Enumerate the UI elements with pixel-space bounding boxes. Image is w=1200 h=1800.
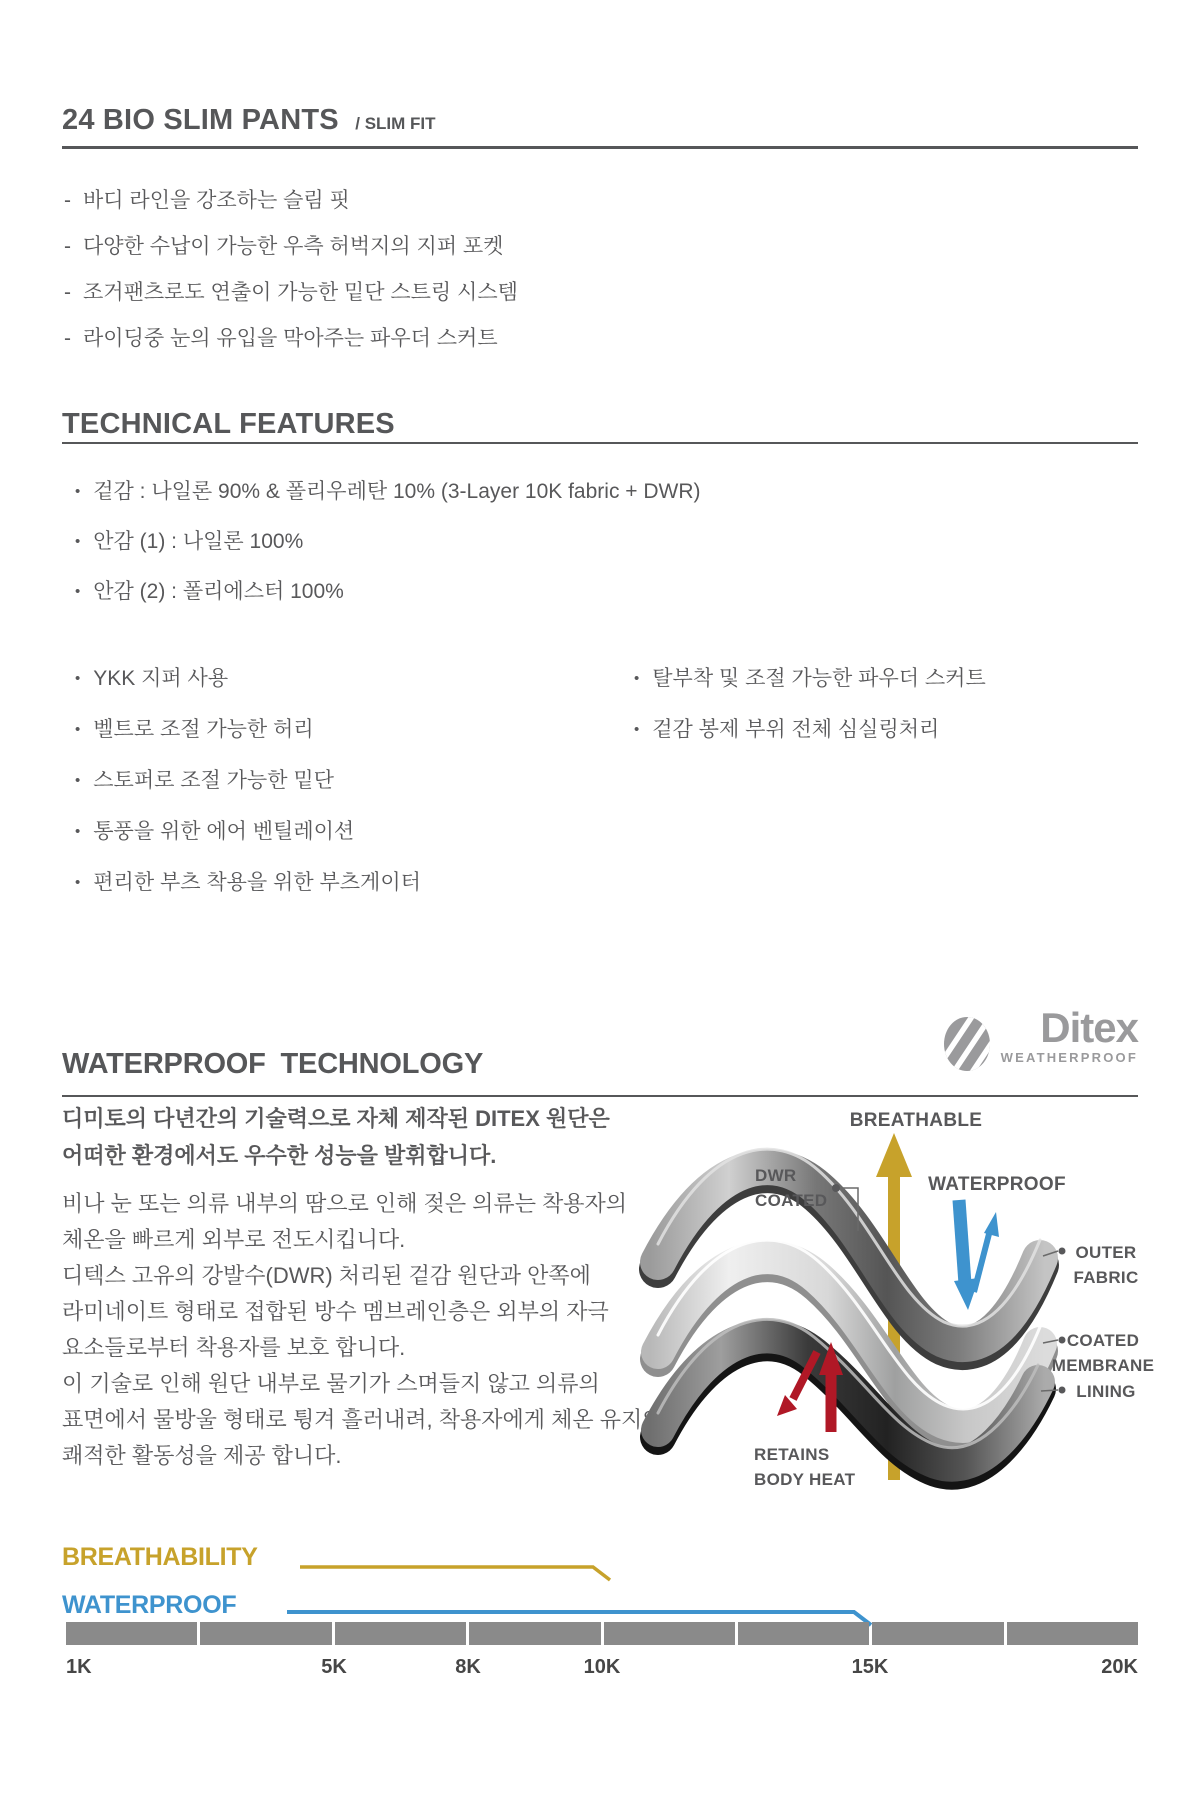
feature-item: - 조거팬츠로도 연출이 가능한 밑단 스트링 시스템	[64, 270, 518, 316]
intro-line: 디미토의 다년간의 기술력으로 자체 제작된 DITEX 원단은	[62, 1106, 610, 1131]
body-line: 체온을 빠르게 외부로 전도시킵니다.	[62, 1227, 406, 1252]
scale-bar-segment	[66, 1622, 197, 1645]
scale-tick: 15K	[851, 1656, 889, 1678]
detail-item: • 탈부착 및 조절 가능한 파우더 스커트	[634, 653, 986, 704]
scale-tick: 20K	[1101, 1656, 1138, 1678]
waterproof-scale-label: WATERPROOF	[62, 1591, 237, 1619]
rating-scale-bar	[66, 1622, 1138, 1645]
feature-list	[64, 178, 518, 362]
breathability-scale-label: BREATHABILITY	[62, 1543, 258, 1571]
scale-tick: 8K	[455, 1656, 481, 1678]
outer-fabric-label: OUTER	[1075, 1243, 1137, 1262]
detail-list-left	[75, 653, 634, 908]
detail-item: • YKK 지퍼 사용	[75, 653, 634, 704]
body-line: 디텍스 고유의 강발수(DWR) 처리된 겉감 원단과 안쪽에	[62, 1263, 591, 1288]
ditex-logo-text	[1000, 1004, 1138, 1065]
technical-divider	[62, 442, 1138, 444]
waterproof-label: WATERPROOF	[928, 1174, 1066, 1195]
feature-item: - 라이딩중 눈의 유입을 막아주는 파우더 스커트	[64, 316, 518, 362]
scale-bar-segment	[200, 1622, 331, 1645]
detail-item: • 편리한 부츠 착용을 위한 부츠게이터	[75, 857, 634, 908]
body-line: 쾌적한 활동성을 제공 합니다.	[62, 1443, 342, 1468]
ditex-logo	[941, 1004, 1138, 1083]
body-line: 비나 눈 또는 의류 내부의 땀으로 인해 젖은 의류는 착용자의	[62, 1191, 628, 1216]
scale-bar-segment	[738, 1622, 869, 1645]
waterproof-body	[62, 1186, 663, 1474]
scale-bar-segment	[335, 1622, 466, 1645]
scale-bar-segment	[872, 1622, 1003, 1645]
retains-body-heat-label: BODY HEAT	[754, 1470, 856, 1489]
detail-columns	[75, 653, 1160, 908]
lining-label: LINING	[1076, 1382, 1136, 1401]
breathable-label: BREATHABLE	[849, 1110, 983, 1131]
product-fit-label: / SLIM FIT	[355, 114, 436, 133]
ditex-logo-tagline: WEATHERPROOF	[1000, 1050, 1138, 1065]
detail-item: • 벨트로 조절 가능한 허리	[75, 704, 634, 755]
product-title: 24 BIO SLIM PANTS	[62, 104, 339, 136]
detail-item: • 겉감 봉제 부위 전체 심실링처리	[634, 704, 986, 755]
technical-heading: TECHNICAL FEATURES	[62, 408, 395, 440]
body-line: 이 기술로 인해 원단 내부로 물기가 스며들지 않고 의류의	[62, 1371, 600, 1396]
outer-fabric-label: FABRIC	[1073, 1268, 1139, 1287]
ditex-ball-icon	[941, 1008, 993, 1083]
feature-item: - 바디 라인을 강조하는 슬림 핏	[64, 178, 518, 224]
scale-tick: 10K	[583, 1656, 621, 1678]
body-line: 요소들로부터 착용자를 보호 합니다.	[62, 1335, 406, 1360]
coated-membrane-label: COATED	[1066, 1331, 1140, 1350]
body-line: 표면에서 물방울 형태로 튕겨 흘러내려, 착용자에게 체온 유지와	[62, 1407, 664, 1432]
fabric-layers-diagram	[620, 1090, 1180, 1510]
detail-list-right	[634, 653, 986, 908]
fabric-spec-item: • 안감 (2) : 폴리에스터 100%	[75, 567, 701, 617]
dwr-coated-label: COATED	[755, 1191, 828, 1210]
fabric-spec-list	[75, 467, 701, 617]
technical-heading-row	[62, 408, 1138, 441]
product-header	[62, 104, 1138, 137]
scale-tick: 1K	[66, 1656, 92, 1678]
fabric-spec-item: • 겉감 : 나일론 90% & 폴리우레탄 10% (3-Layer 10K fabric + DWR)	[75, 467, 701, 517]
scale-bar-segment	[604, 1622, 735, 1645]
detail-item: • 통풍을 위한 에어 벤틸레이션	[75, 806, 634, 857]
body-line: 라미네이트 형태로 접합된 방수 멤브레인층은 외부의 자극	[62, 1299, 609, 1324]
intro-line: 어떠한 환경에서도 우수한 성능을 발휘합니다.	[62, 1143, 497, 1168]
breathability-line-icon	[295, 1552, 625, 1586]
waterproof-heading: WATERPROOF TECHNOLOGY	[62, 1048, 484, 1080]
ditex-logo-name: Ditex	[1040, 1004, 1138, 1051]
waterproof-intro	[62, 1100, 610, 1174]
retains-body-heat-label: RETAINS	[754, 1445, 830, 1464]
header-divider	[62, 146, 1138, 149]
scale-bar-segment	[469, 1622, 600, 1645]
dwr-coated-label: DWR	[755, 1166, 797, 1185]
detail-item: • 스토퍼로 조절 가능한 밑단	[75, 755, 634, 806]
scale-bar-segment	[1007, 1622, 1138, 1645]
scale-tick: 5K	[321, 1656, 347, 1678]
feature-item: - 다양한 수납이 가능한 우측 허벅지의 지퍼 포켓	[64, 224, 518, 270]
coated-membrane-label: MEMBRANE	[1051, 1356, 1155, 1375]
waterproof-arrow-icon	[954, 1200, 999, 1310]
fabric-spec-item: • 안감 (1) : 나일론 100%	[75, 517, 701, 567]
rating-scale-ticks	[66, 1656, 1138, 1682]
